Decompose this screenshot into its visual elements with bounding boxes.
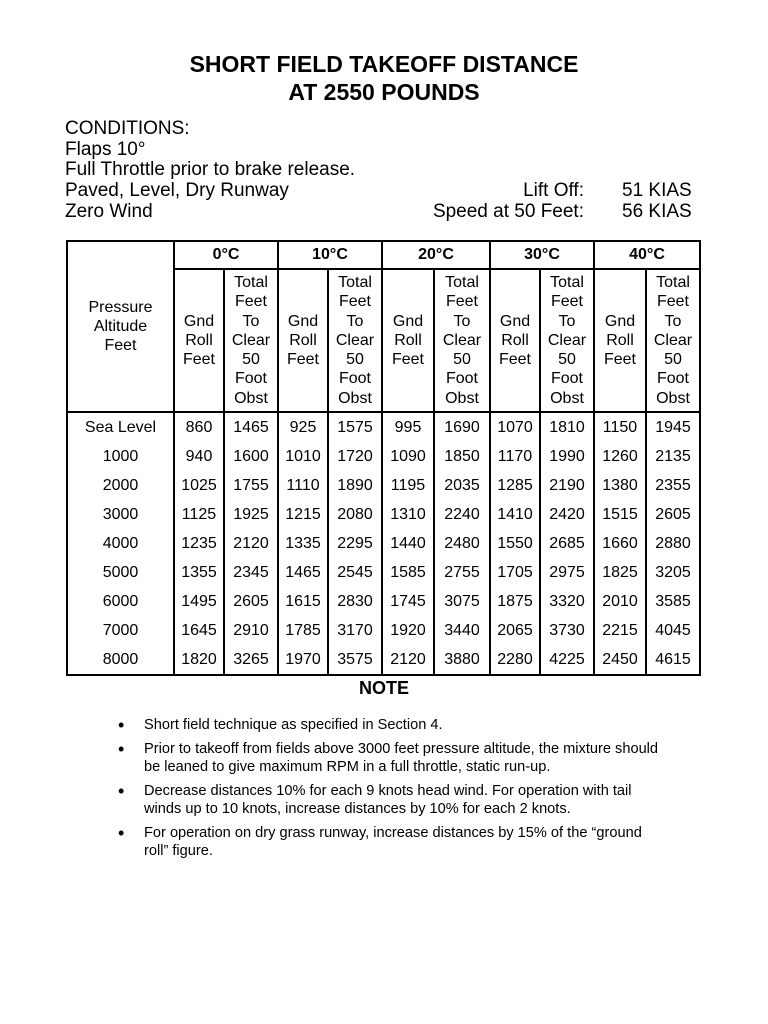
gnd-roll-cell: 1335 [278, 529, 328, 558]
total-distance-cell: 3320 [540, 587, 594, 616]
gnd-roll-cell: 1235 [174, 529, 224, 558]
total-distance-cell: 2135 [646, 442, 700, 471]
altitude-cell: 1000 [67, 442, 174, 471]
gnd-roll-cell: 1585 [382, 558, 434, 587]
total-distance-cell: 2420 [540, 500, 594, 529]
gnd-roll-cell: 925 [278, 412, 328, 442]
condition-throttle: Full Throttle prior to brake release. [65, 159, 356, 180]
table-row [67, 558, 700, 587]
gnd-roll-header: Gnd Roll Feet [490, 269, 540, 412]
gnd-roll-cell: 1025 [174, 471, 224, 500]
gnd-roll-cell: 1110 [278, 471, 328, 500]
total-distance-cell: 2975 [540, 558, 594, 587]
total-distance-cell: 1575 [328, 412, 382, 442]
altitude-cell: 7000 [67, 616, 174, 645]
altitude-cell: 8000 [67, 645, 174, 675]
gnd-roll-cell: 995 [382, 412, 434, 442]
total-distance-cell: 1690 [434, 412, 490, 442]
gnd-roll-cell: 1745 [382, 587, 434, 616]
gnd-roll-cell: 860 [174, 412, 224, 442]
note-bullet: • For operation on dry grass runway, increase distances by 15% of the “ground roll” figure. [118, 823, 642, 859]
bullet-dot-icon: • [118, 781, 125, 801]
altitude-cell: 4000 [67, 529, 174, 558]
total-distance-header: Total Feet To Clear 50 Foot Obst [540, 269, 594, 412]
gnd-roll-cell: 1515 [594, 500, 646, 529]
table-row [67, 412, 700, 442]
table-row [67, 442, 700, 471]
gnd-roll-cell: 1215 [278, 500, 328, 529]
gnd-roll-cell: 1550 [490, 529, 540, 558]
bullet-dot-icon: • [118, 715, 125, 735]
total-distance-cell: 2480 [434, 529, 490, 558]
condition-wind: Zero Wind [65, 201, 153, 222]
liftoff-label: Lift Off: [523, 180, 584, 201]
bullet-dot-icon: • [118, 823, 125, 843]
table-row [67, 500, 700, 529]
total-distance-cell: 2685 [540, 529, 594, 558]
gnd-roll-cell: 1825 [594, 558, 646, 587]
total-distance-cell: 2880 [646, 529, 700, 558]
temp-header-30c: 30°C [490, 241, 594, 269]
gnd-roll-cell: 1465 [278, 558, 328, 587]
temp-header-40c: 40°C [594, 241, 700, 269]
note-bullets [118, 716, 663, 866]
total-distance-header: Total Feet To Clear 50 Foot Obst [434, 269, 490, 412]
total-distance-cell: 4225 [540, 645, 594, 675]
pressure-altitude-header: Pressure Altitude Feet [67, 241, 174, 412]
total-distance-cell: 3265 [224, 645, 278, 675]
title-line-1: SHORT FIELD TAKEOFF DISTANCE [189, 51, 579, 77]
temp-header-10c: 10°C [278, 241, 382, 269]
total-distance-cell: 2240 [434, 500, 490, 529]
gnd-roll-cell: 2280 [490, 645, 540, 675]
total-distance-cell: 2120 [224, 529, 278, 558]
gnd-roll-header: Gnd Roll Feet [278, 269, 328, 412]
altitude-cell: Sea Level [67, 412, 174, 442]
altitude-cell: 2000 [67, 471, 174, 500]
gnd-roll-cell: 1355 [174, 558, 224, 587]
altitude-cell: 6000 [67, 587, 174, 616]
total-distance-cell: 2605 [224, 587, 278, 616]
gnd-roll-cell: 2215 [594, 616, 646, 645]
gnd-roll-cell: 1920 [382, 616, 434, 645]
gnd-roll-header: Gnd Roll Feet [174, 269, 224, 412]
total-distance-cell: 2910 [224, 616, 278, 645]
condition-flaps: Flaps 10° [65, 139, 146, 160]
total-distance-cell: 4615 [646, 645, 700, 675]
gnd-roll-cell: 940 [174, 442, 224, 471]
gnd-roll-cell: 1285 [490, 471, 540, 500]
gnd-roll-cell: 1785 [278, 616, 328, 645]
total-distance-cell: 1810 [540, 412, 594, 442]
total-distance-cell: 2355 [646, 471, 700, 500]
total-distance-cell: 3440 [434, 616, 490, 645]
total-distance-cell: 2755 [434, 558, 490, 587]
total-distance-cell: 1465 [224, 412, 278, 442]
table-row [67, 645, 700, 675]
table-row [67, 471, 700, 500]
total-distance-header: Total Feet To Clear 50 Foot Obst [224, 269, 278, 412]
table-row [67, 587, 700, 616]
condition-runway: Paved, Level, Dry Runway [65, 180, 289, 201]
gnd-roll-cell: 2065 [490, 616, 540, 645]
total-distance-cell: 1890 [328, 471, 382, 500]
temp-header-20c: 20°C [382, 241, 490, 269]
total-distance-cell: 2545 [328, 558, 382, 587]
note-title: NOTE [358, 678, 409, 698]
gnd-roll-cell: 2450 [594, 645, 646, 675]
title-line-2: AT 2550 POUNDS [288, 79, 480, 105]
total-distance-cell: 1925 [224, 500, 278, 529]
gnd-roll-cell: 1615 [278, 587, 328, 616]
gnd-roll-cell: 1875 [490, 587, 540, 616]
gnd-roll-cell: 1970 [278, 645, 328, 675]
gnd-roll-cell: 1380 [594, 471, 646, 500]
gnd-roll-cell: 1170 [490, 442, 540, 471]
note-bullet: • Short field technique as specified in Section 4. [118, 715, 443, 735]
total-distance-cell: 3170 [328, 616, 382, 645]
gnd-roll-cell: 1495 [174, 587, 224, 616]
total-distance-cell: 2080 [328, 500, 382, 529]
gnd-roll-cell: 1410 [490, 500, 540, 529]
table-row [67, 616, 700, 645]
speed50-value: 56 KIAS [622, 201, 692, 222]
page-title [0, 50, 768, 106]
gnd-roll-cell: 1070 [490, 412, 540, 442]
total-distance-cell: 1600 [224, 442, 278, 471]
liftoff-value: 51 KIAS [622, 180, 692, 201]
total-distance-cell: 2605 [646, 500, 700, 529]
total-distance-header: Total Feet To Clear 50 Foot Obst [328, 269, 382, 412]
total-distance-cell: 2345 [224, 558, 278, 587]
table-row [67, 529, 700, 558]
speed50-label: Speed at 50 Feet: [432, 201, 584, 222]
total-distance-cell: 2830 [328, 587, 382, 616]
gnd-roll-cell: 1705 [490, 558, 540, 587]
note-bullet: • Prior to takeoff from fields above 3000 feet pressure altitude, the mixture should be leaned to give maximum RPM in a full throttle, static run-up. [118, 739, 659, 775]
total-distance-cell: 4045 [646, 616, 700, 645]
gnd-roll-cell: 1195 [382, 471, 434, 500]
gnd-roll-cell: 1310 [382, 500, 434, 529]
gnd-roll-cell: 1645 [174, 616, 224, 645]
total-distance-cell: 3575 [328, 645, 382, 675]
gnd-roll-header: Gnd Roll Feet [594, 269, 646, 412]
total-distance-cell: 3730 [540, 616, 594, 645]
conditions-heading: CONDITIONS: [65, 118, 190, 139]
gnd-roll-cell: 2010 [594, 587, 646, 616]
gnd-roll-cell: 1440 [382, 529, 434, 558]
total-distance-cell: 1850 [434, 442, 490, 471]
bullet-dot-icon: • [118, 739, 125, 759]
gnd-roll-cell: 2120 [382, 645, 434, 675]
temp-header-0c: 0°C [174, 241, 278, 269]
altitude-cell: 5000 [67, 558, 174, 587]
total-distance-cell: 3075 [434, 587, 490, 616]
total-distance-cell: 2295 [328, 529, 382, 558]
total-distance-cell: 3880 [434, 645, 490, 675]
total-distance-cell: 3205 [646, 558, 700, 587]
total-distance-cell: 1720 [328, 442, 382, 471]
total-distance-cell: 2035 [434, 471, 490, 500]
total-distance-header: Total Feet To Clear 50 Foot Obst [646, 269, 700, 412]
total-distance-cell: 1945 [646, 412, 700, 442]
total-distance-cell: 2190 [540, 471, 594, 500]
gnd-roll-cell: 1660 [594, 529, 646, 558]
gnd-roll-cell: 1090 [382, 442, 434, 471]
gnd-roll-cell: 1125 [174, 500, 224, 529]
takeoff-distance-table [66, 240, 701, 676]
note-bullet: • Decrease distances 10% for each 9 knots head wind. For operation with tail winds up to 10 knots, increase distances by 10% for each 2 knots. [118, 781, 632, 817]
gnd-roll-header: Gnd Roll Feet [382, 269, 434, 412]
gnd-roll-cell: 1820 [174, 645, 224, 675]
total-distance-cell: 1990 [540, 442, 594, 471]
gnd-roll-cell: 1150 [594, 412, 646, 442]
total-distance-cell: 3585 [646, 587, 700, 616]
gnd-roll-cell: 1010 [278, 442, 328, 471]
total-distance-cell: 1755 [224, 471, 278, 500]
altitude-cell: 3000 [67, 500, 174, 529]
gnd-roll-cell: 1260 [594, 442, 646, 471]
